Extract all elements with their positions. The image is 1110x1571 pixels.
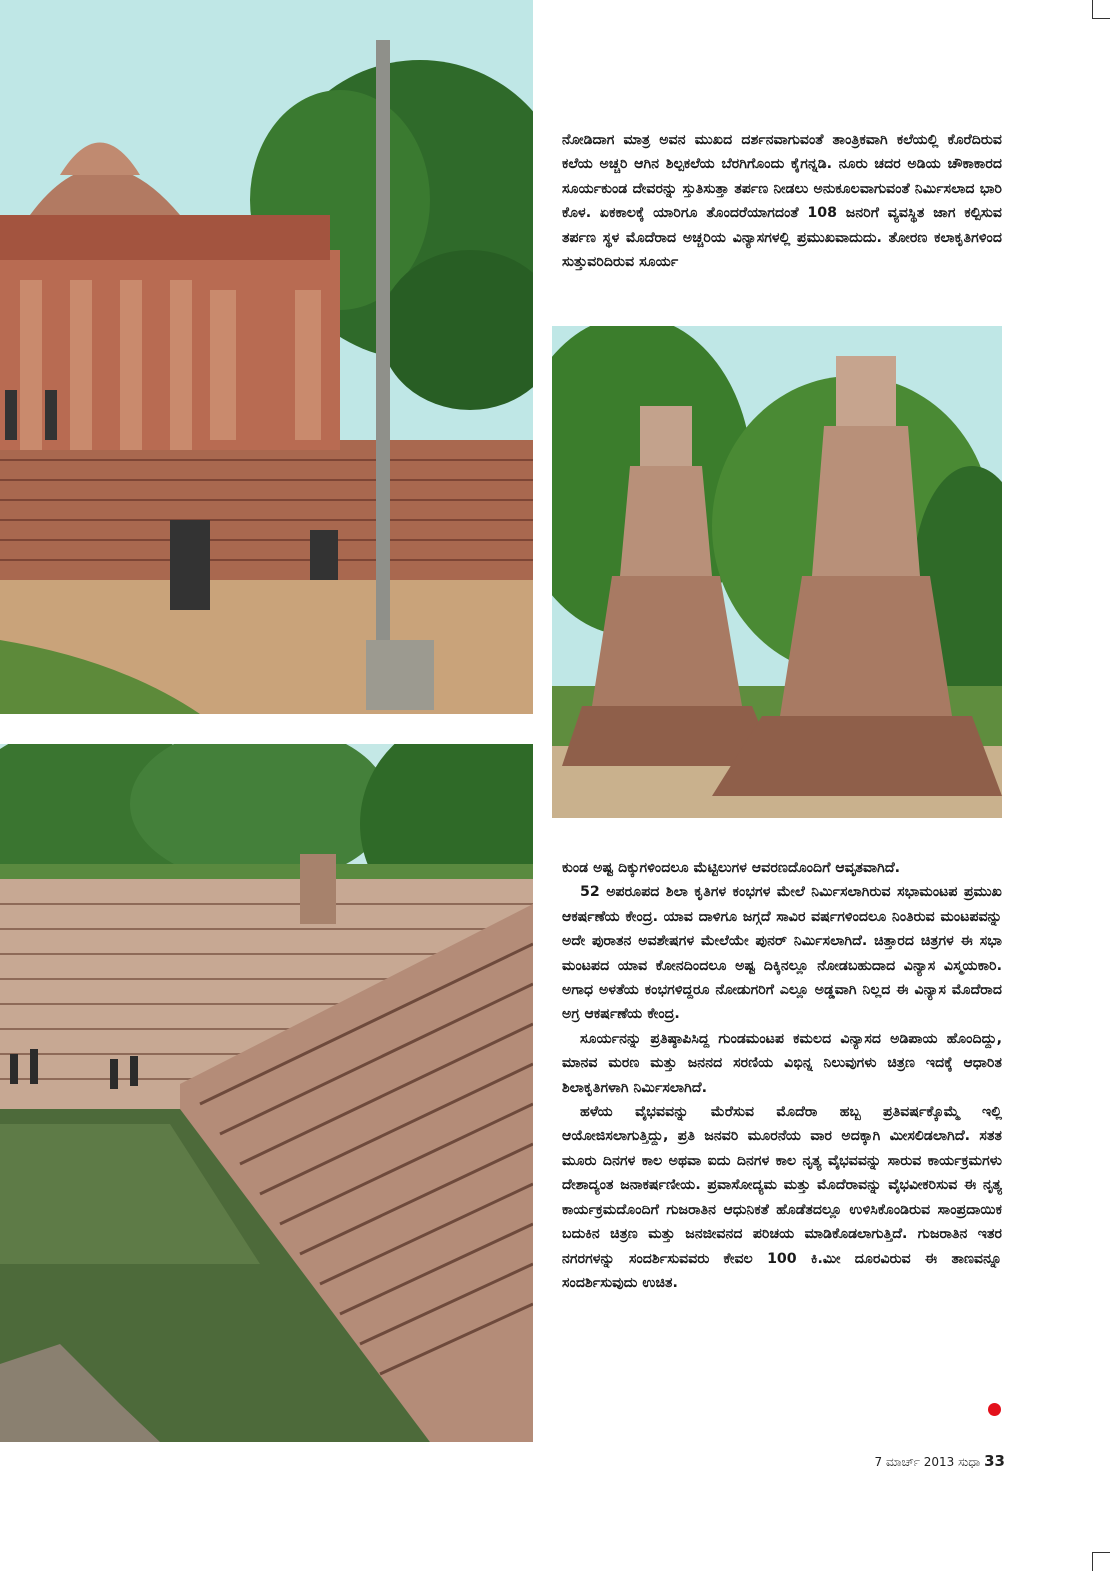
crop-mark — [1092, 0, 1093, 18]
paragraph: ಕುಂಡ ಅಷ್ಟ ದಿಕ್ಕುಗಳಿಂದಲೂ ಮೆಟ್ಟಿಲುಗಳ ಆವರಣದೊಂದಿಗೆ ಆವೃತವಾಗಿದೆ. — [562, 860, 901, 876]
article-end-mark — [988, 1403, 1001, 1416]
sun-temple-photo — [0, 0, 533, 714]
article-text-top — [562, 128, 1002, 274]
paragraph: ಸೂರ್ಯನನ್ನು ಪ್ರತಿಷ್ಠಾಪಿಸಿದ್ದ ಗುಂಡಮಂಟಪ ಕಮಲದ ವಿನ್ಯಾಸದ ಅಡಿಪಾಯ ಹೊಂದಿದ್ದು, ಮಾನವ ಮರಣ ಮತ್ತು ಜನನದ ಸರಣಿಯ ವಿಭಿನ್ನ ನಿಲುವುಗಳು ಚಿತ್ರಣ ಇದಕ್ಕೆ ಆಧಾರಿತ ಶಿಲಾಕೃತಿಗಳಾಗಿ ನಿರ್ಮಿಸಲಾಗಿದೆ. — [562, 1030, 1002, 1096]
issue-date: 7 ಮಾರ್ಚ್ 2013 — [874, 1455, 955, 1469]
magazine-name: ಸುಧಾ — [958, 1455, 981, 1469]
paragraph: ನೋಡಿದಾಗ ಮಾತ್ರ ಅವನ ಮುಖದ ದರ್ಶನವಾಗುವಂತೆ ತಾಂತ್ರಿಕವಾಗಿ ಕಲೆಯಲ್ಲಿ ಕೊರೆದಿರುವ ಕಲೆಯ ಅಚ್ಚರಿ ಆಗಿನ ಶಿಲ್ಪಕಲೆಯ ಬೆರಗಿಗೊಂದು ಕೈಗನ್ನಡಿ. ನೂರು ಚದರ ಅಡಿಯ ಚೌಕಾಕಾರದ ಸೂರ್ಯಕುಂಡ ದೇವರನ್ನು ಸ್ತುತಿಸುತ್ತಾ ತರ್ಪಣ ನೀಡಲು ಅನುಕೂಲವಾಗುವಂತೆ ನಿರ್ಮಿಸಲಾದ ಭಾರಿ ಕೊಳ. ಏಕಕಾಲಕ್ಕೆ ಯಾರಿಗೂ ತೊಂದರೆಯಾಗದಂತೆ 108 ಜನರಿಗೆ ವ್ಯವಸ್ಥಿತ ಜಾಗ ಕಲ್ಪಿಸುವ ತರ್ಪಣ ಸ್ಥಳ ಮೊದೆರಾದ ಅಚ್ಚರಿಯ ವಿನ್ಯಾಸಗಳಲ್ಲಿ ಪ್ರಮುಖವಾದುದು. ತೋರಣ ಕಲಾಕೃತಿಗಳಿಂದ ಸುತ್ತುವರಿದಿರುವ ಸೂರ್ಯ — [562, 132, 1002, 271]
crop-mark — [1092, 1552, 1110, 1553]
crop-mark — [1092, 18, 1110, 19]
page-number: 33 — [984, 1452, 1005, 1470]
crop-mark — [1092, 1552, 1093, 1571]
page-folio — [845, 1452, 1005, 1470]
carved-pillars-photo — [552, 326, 1002, 818]
paragraph: ಹಳೆಯ ವೈಭವವನ್ನು ಮೆರೆಸುವ ಮೊದೆರಾ ಹಬ್ಬ ಪ್ರತಿವರ್ಷಕ್ಕೊಮ್ಮೆ ಇಲ್ಲಿ ಆಯೋಜಿಸಲಾಗುತ್ತಿದ್ದು, ಪ್ರತಿ ಜನವರಿ ಮೂರನೆಯ ವಾರ ಅದಕ್ಕಾಗಿ ಮೀಸಲಿಡಲಾಗಿದೆ. ಸತತ ಮೂರು ದಿನಗಳ ಕಾಲ ಅಥವಾ ಐದು ದಿನಗಳ ಕಾಲ ನೃತ್ಯ ವೈಭವವನ್ನು ಸಾರುವ ಕಾರ್ಯಕ್ರಮಗಳು ದೇಶಾದ್ಯಂತ ಜನಾಕರ್ಷಣೀಯ. ಪ್ರವಾಸೋದ್ಯಮ ಮತ್ತು ಮೊದೆರಾವನ್ನು ವೈಭವೀಕರಿಸುವ ಈ ನೃತ್ಯ ಕಾರ್ಯಕ್ರಮದೊಂದಿಗೆ ಗುಜರಾತಿನ ಆಧುನಿಕತೆ ಹೊಡೆತದಲ್ಲೂ ಉಳಿಸಿಕೊಂಡಿರುವ ಸಾಂಪ್ರದಾಯಿಕ ಬದುಕಿನ ಚಿತ್ರಣ ಮತ್ತು ಜನಜೀವನದ ಪರಿಚಯ ಮಾಡಿಕೊಡಲಾಗುತ್ತಿದೆ. ಗುಜರಾತಿನ ಇತರ ನಗರಗಳನ್ನು ಸಂದರ್ಶಿಸುವವರು ಕೇವಲ 100 ಕಿ.ಮೀ ದೂರವಿರುವ ಈ ತಾಣವನ್ನೂ ಸಂದರ್ಶಿಸುವುದು ಉಚಿತ. — [562, 1104, 1002, 1291]
paragraph: 52 ಅಪರೂಪದ ಶಿಲಾ ಕೃತಿಗಳ ಕಂಭಗಳ ಮೇಲೆ ನಿರ್ಮಿಸಲಾಗಿರುವ ಸಭಾಮಂಟಪ ಪ್ರಮುಖ ಆಕರ್ಷಣೆಯ ಕೇಂದ್ರ. ಯಾವ ದಾಳಿಗೂ ಜಗ್ಗದೆ ಸಾವಿರ ವರ್ಷಗಳಿಂದಲೂ ನಿಂತಿರುವ ಮಂಟಪವನ್ನು ಅದೇ ಪುರಾತನ ಅವಶೇಷಗಳ ಮೇಲೆಯೇ ಪುನರ್ ನಿರ್ಮಿಸಲಾಗಿದೆ. ಚಿತ್ತಾರದ ಚಿತ್ರಗಳ ಈ ಸಭಾ ಮಂಟಪದ ಯಾವ ಕೋನದಿಂದಲೂ ಅಷ್ಟ ದಿಕ್ಕಿನಲ್ಲೂ ನೋಡಬಹುದಾದ ವಿನ್ಯಾಸ ವಿಸ್ಮಯಕಾರಿ. ಅಗಾಧ ಅಳತೆಯ ಕಂಭಗಳಿದ್ದರೂ ನೋಡುಗರಿಗೆ ಎಲ್ಲೂ ಅಡ್ಡವಾಗಿ ನಿಲ್ಲದ ಈ ವಿನ್ಯಾಸ ಮೊದೆರಾದ ಅಗ್ರ ಆಕರ್ಷಣೆಯ ಕೇಂದ್ರ. — [562, 884, 1002, 1023]
stepwell-photo — [0, 744, 533, 1442]
article-text-bottom — [562, 856, 1002, 1295]
